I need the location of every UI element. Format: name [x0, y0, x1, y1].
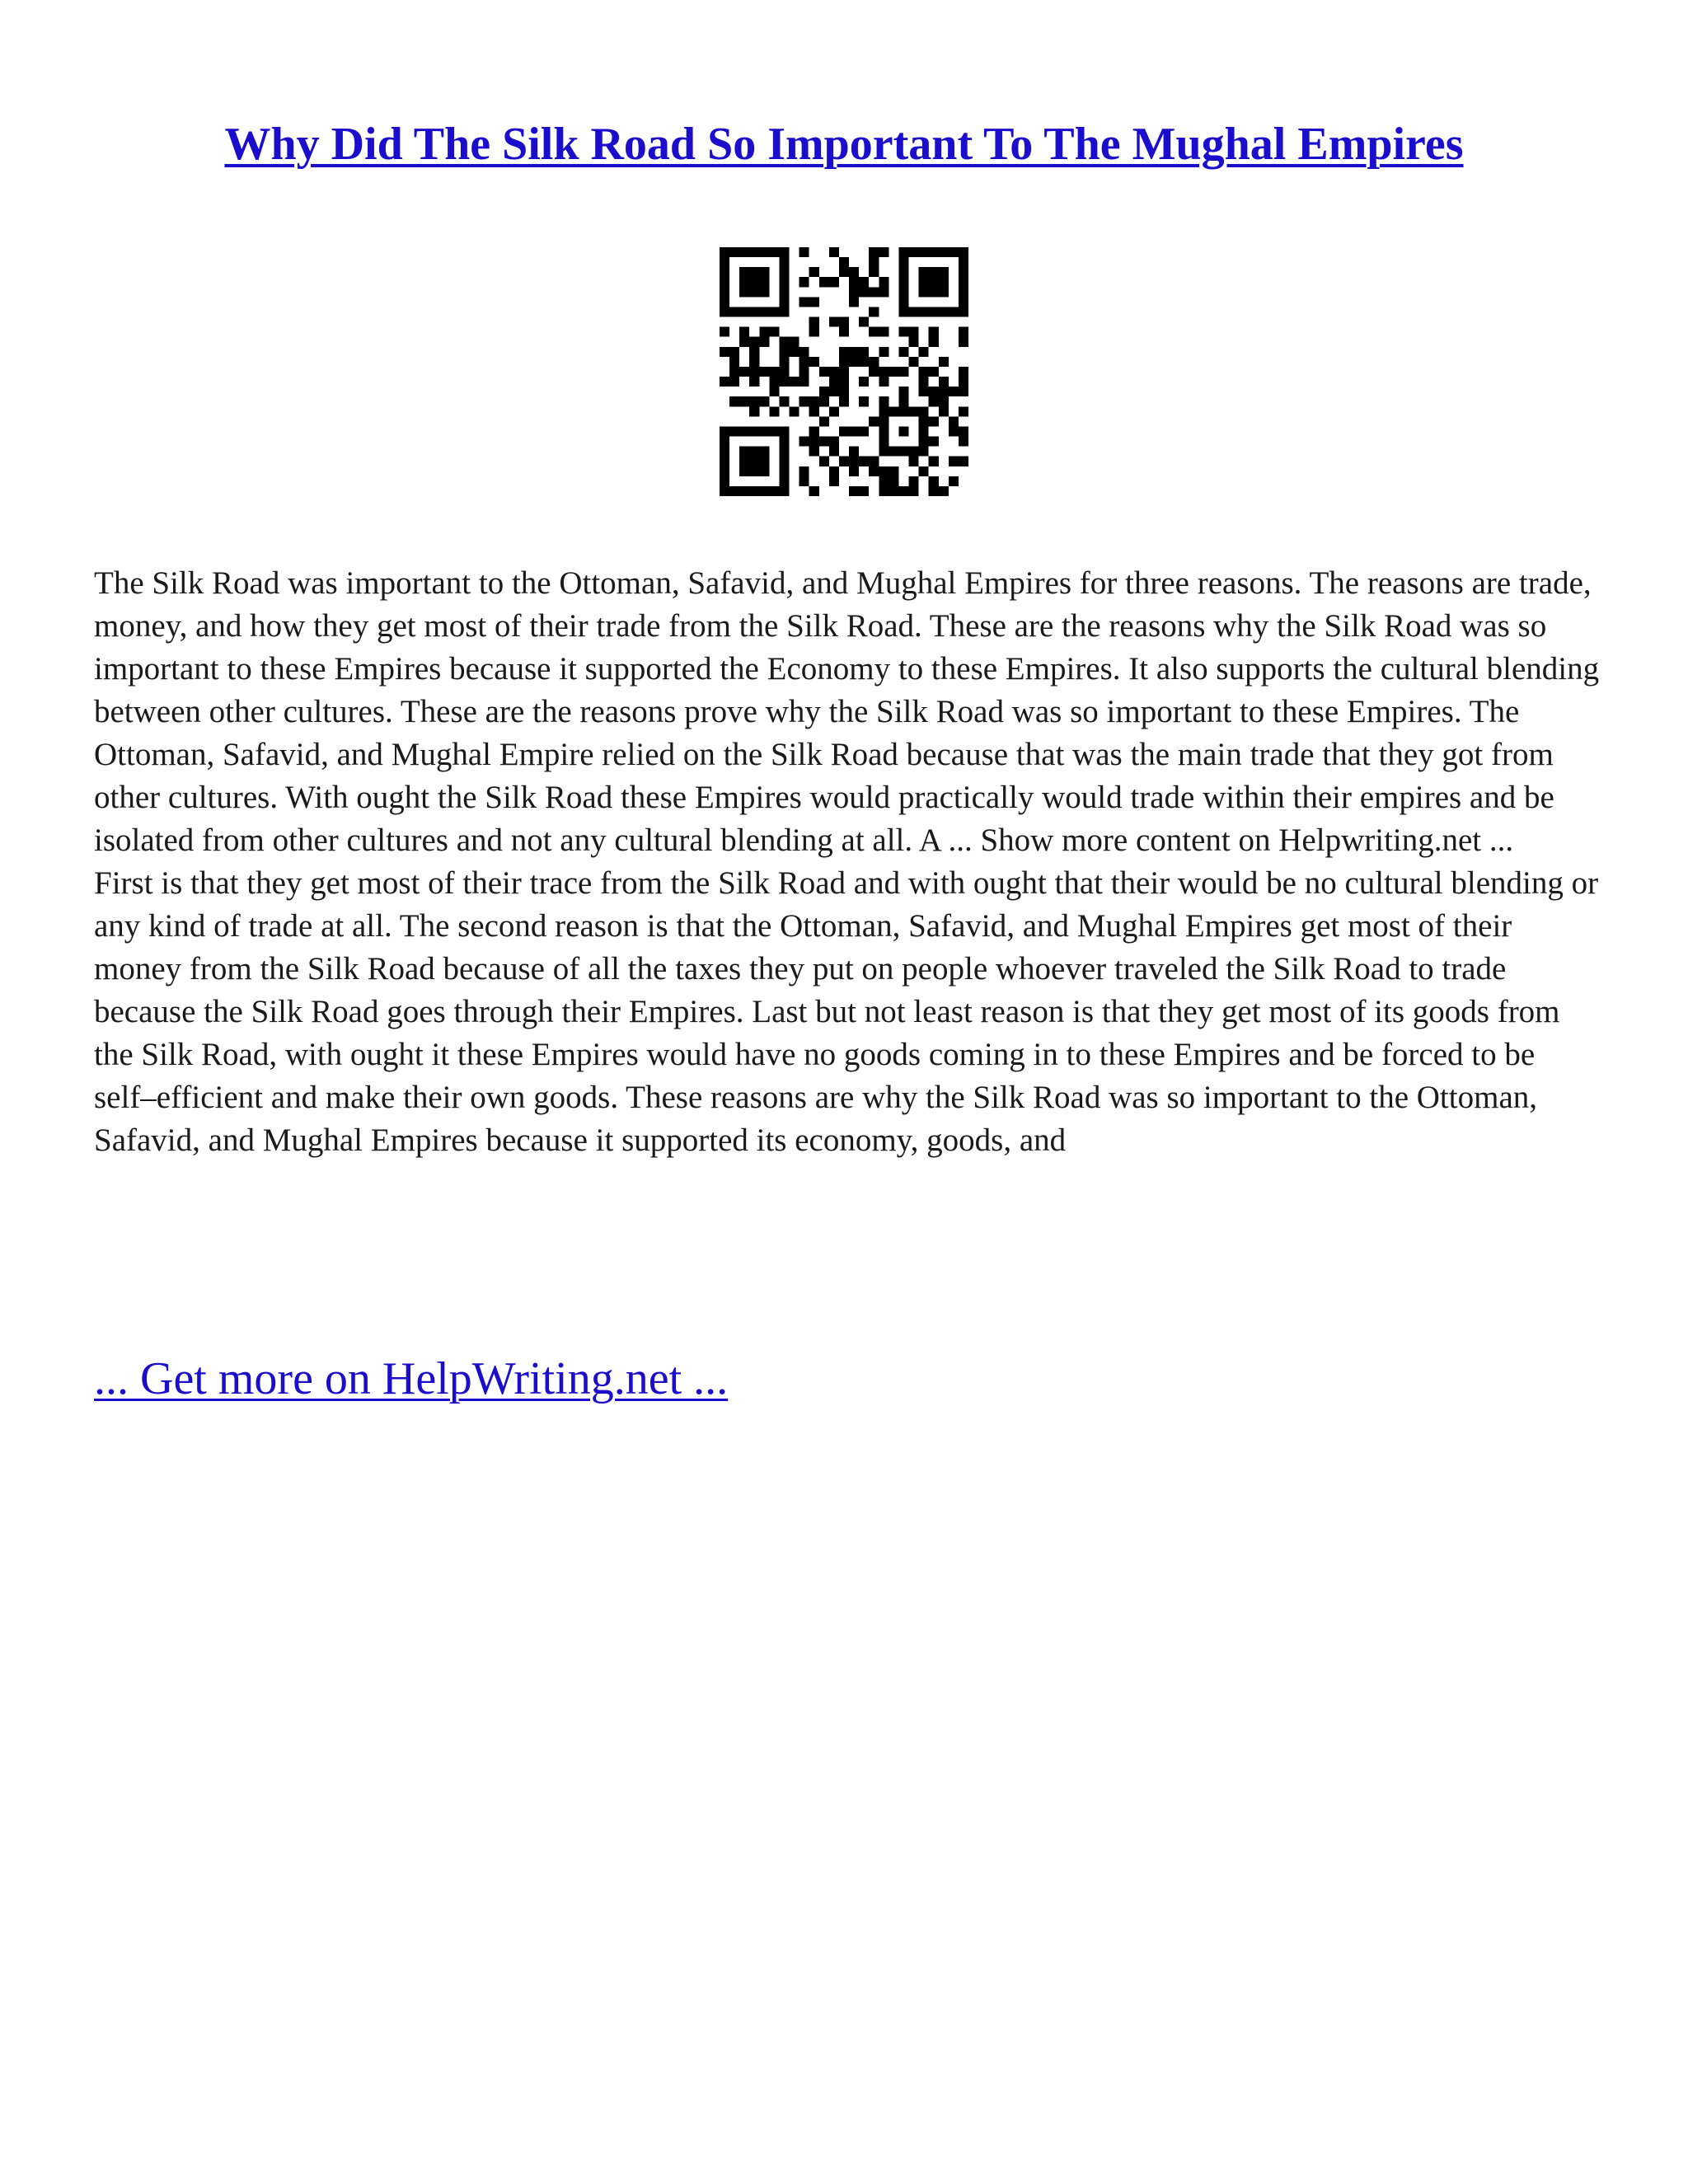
- document-title-link[interactable]: Why Did The Silk Road So Important To The Mughal Empires: [224, 119, 1464, 170]
- qr-code-icon: [720, 247, 968, 496]
- body-paragraph-1: The Silk Road was important to the Ottoman, Safavid, and Mughal Empires for three reasons. The reasons are trade, money, and how they get most of their trade from the Silk Road. These are the reasons why the Silk Road was so important to these Empires because it supported the Economy to these Empires. It also supports the cultural blending between other cultures. These are the reasons prove why the Silk Road was so important to these Empires. The Ottoman, Safavid, and Mughal Empire relied on the Silk Road because that was the main trade that they got from other cultures. With ought the Silk Road these Empires would practically would trade within their empires and be isolated from other cultures and not any cultural blending at all. A ... Show more content on Helpwriting.net ...: [94, 565, 1600, 858]
- get-more-link[interactable]: ... Get more on HelpWriting.net ...: [94, 1353, 729, 1404]
- document-body: [94, 562, 1602, 1162]
- body-paragraph-2: First is that they get most of their trace from the Silk Road and with ought that their would be no cultural blending or any kind of trade at all. The second reason is that the Ottoman, Safavid, and Mughal Empires get most of their money from the Silk Road because of all the taxes they put on people whoever traveled the Silk Road to trade because the Silk Road goes through their Empires. Last but not least reason is that they get most of its goods from the Silk Road, with ought it these Empires would have no goods coming in to these Empires and be forced to be self–efficient and make their own goods. These reasons are why the Silk Road was so important to the Ottoman, Safavid, and Mughal Empires because it supported its economy, goods, and: [94, 865, 1599, 1158]
